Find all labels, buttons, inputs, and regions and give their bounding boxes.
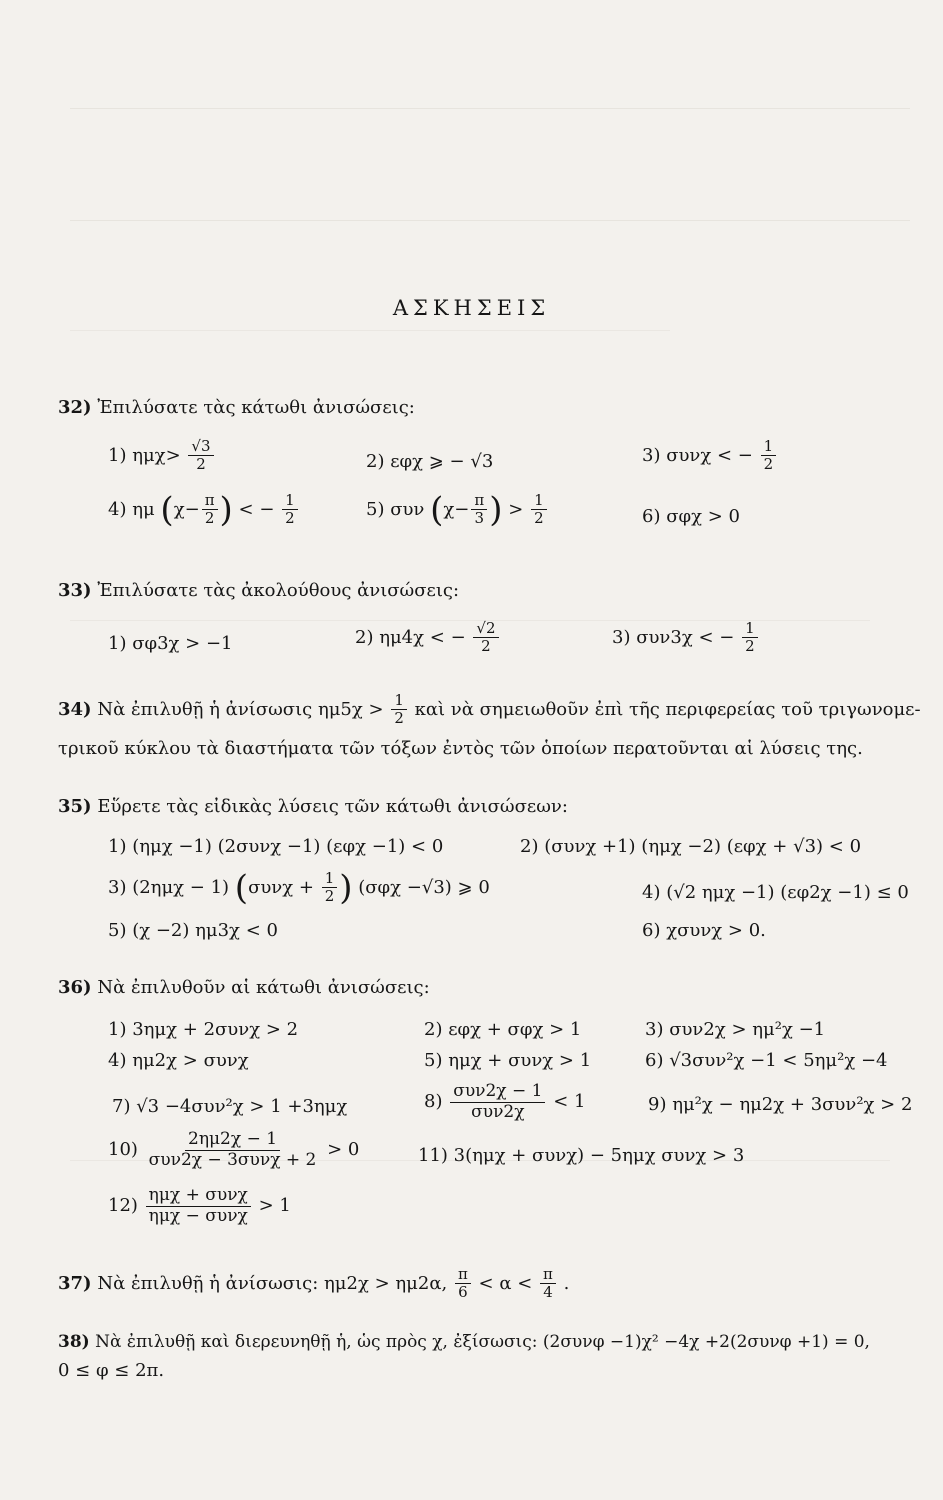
close-paren: ) (489, 489, 503, 530)
denominator: συν2χ − 3συνχ + 2 (148, 1149, 317, 1170)
ex36-item-12 (108, 1186, 291, 1226)
exercise-text: Ἐπιλύσατε τὰς ἀκολούθους ἀνισώσεις: (97, 580, 460, 601)
exercise-35-heading (58, 796, 568, 817)
fraction (146, 1186, 251, 1226)
ex35-item-6: 6) χσυνχ > 0. (642, 920, 766, 941)
exercise-text: Εὕρετε τὰς εἰδικὰς λύσεις τῶν κάτωθι ἀνισώσεων: (97, 796, 568, 817)
open-paren: ( (160, 489, 174, 530)
numerator: 1 (322, 870, 338, 888)
fraction (450, 1082, 545, 1122)
item-text: < − (238, 498, 275, 520)
item-text: συνχ + (248, 876, 314, 898)
ex36-item-1: 1) 3ημχ + 2συνχ > 2 (108, 1019, 299, 1040)
exercise-number: 32) (58, 397, 92, 418)
ex36-item-8 (424, 1082, 585, 1122)
numerator: π (455, 1266, 471, 1284)
exercise-38-line-2: 0 ≤ φ ≤ 2π. (58, 1360, 165, 1381)
ex36-item-7: 7) √3 −4συν²χ > 1 +3ημχ (112, 1096, 348, 1117)
item-text: 1) ημχ> (108, 444, 181, 466)
exercise-number: 36) (58, 977, 92, 998)
item-text: 8) (424, 1091, 443, 1113)
exercise-text: Νὰ ἐπιλυθῇ ἡ ἀνίσωσις ημ5χ > (97, 698, 384, 720)
item-text: 5) συν (366, 498, 425, 520)
exercise-text: Νὰ ἐπιλυθῇ ἡ ἀνίσωσις: ημ2χ > ημ2α, (97, 1272, 448, 1294)
fraction (202, 492, 218, 528)
ex32-item-3 (642, 438, 778, 474)
close-paren: ) (219, 489, 233, 530)
exercise-number: 37) (58, 1272, 92, 1294)
exercise-34-line-2: τρικοῦ κύκλου τὰ διαστήματα τῶν τόξων ἐντὸς τῶν ὁποίων περατοῦνται αἱ λύσεις της. (58, 738, 863, 759)
item-text: > 0 (327, 1139, 360, 1161)
item-text: (σφχ −√3) ⩾ 0 (358, 876, 490, 898)
fraction (322, 870, 338, 906)
numerator: 2ημ2χ − 1 (185, 1130, 280, 1151)
item-text: 10) (108, 1139, 138, 1161)
exercise-38-line-1 (58, 1332, 870, 1352)
fraction (473, 620, 498, 656)
bleed-through-text (70, 60, 920, 1460)
exercise-number: 35) (58, 796, 92, 817)
exercise-text: Νὰ ἐπιλυθῇ καὶ διερευνηθῇ ἡ, ὡς πρὸς χ, ἐξίσωσις: (2συνφ −1)χ² −4χ +2(2συνφ +1) = 0, (95, 1332, 870, 1352)
denominator: 3 (474, 509, 485, 528)
ex36-item-6: 6) √3συν²χ −1 < 5ημ²χ −4 (645, 1050, 888, 1071)
fraction (282, 492, 298, 528)
ex36-item-10 (108, 1130, 359, 1170)
fraction (742, 620, 758, 656)
exercise-34-line-1 (58, 692, 921, 728)
exercise-text: Ἐπιλύσατε τὰς κάτωθι ἀνισώσεις: (97, 397, 415, 418)
item-text: 3) συν3χ < − (612, 626, 735, 648)
exercise-text: < α < (478, 1272, 533, 1294)
denominator: 2 (204, 509, 215, 528)
denominator: 2 (534, 509, 544, 528)
exercise-33-heading (58, 580, 459, 601)
ex35-item-4: 4) (√2 ημχ −1) (εφ2χ −1) ≤ 0 (642, 882, 909, 903)
exercise-number: 38) (58, 1332, 90, 1352)
denominator: ημχ − συνχ (148, 1205, 248, 1226)
exercise-32-heading (58, 397, 415, 418)
exercise-number: 34) (58, 698, 92, 720)
item-text: 3) συνχ < − (642, 444, 753, 466)
ex32-item-1 (108, 438, 216, 474)
ex36-item-11: 11) 3(ημχ + συνχ) − 5ημχ συνχ > 3 (418, 1145, 745, 1166)
denominator: 2 (324, 887, 335, 906)
fraction (531, 492, 547, 528)
ex32-item-6: 6) σφχ > 0 (642, 506, 740, 527)
ex35-item-1: 1) (ημχ −1) (2συνχ −1) (εφχ −1) < 0 (108, 836, 444, 857)
ex36-item-4: 4) ημ2χ > συνχ (108, 1050, 249, 1071)
exercise-37 (58, 1266, 569, 1302)
denominator: 2 (745, 637, 755, 656)
exercise-number: 33) (58, 580, 92, 601)
ex35-item-2: 2) (συνχ +1) (ημχ −2) (εφχ + √3) < 0 (520, 836, 862, 857)
page-title: ΑΣΚΗΣΕΙΣ (392, 296, 551, 320)
item-text: 12) (108, 1195, 138, 1217)
item-text: > (508, 498, 524, 520)
numerator: συν2χ − 1 (450, 1082, 545, 1103)
item-text: > 1 (258, 1195, 291, 1217)
close-paren: ) (339, 867, 353, 908)
open-paren: ( (430, 489, 444, 530)
numerator: 1 (761, 438, 777, 456)
ex35-item-5: 5) (χ −2) ημ3χ < 0 (108, 920, 278, 941)
denominator: συν2χ (471, 1101, 525, 1122)
ex36-item-5: 5) ημχ + συνχ > 1 (424, 1050, 592, 1071)
ex33-item-1: 1) σφ3χ > −1 (108, 633, 233, 654)
ex36-item-3: 3) συν2χ > ημ²χ −1 (645, 1019, 826, 1040)
numerator: √3 (188, 438, 213, 456)
exercise-text: . (563, 1272, 570, 1294)
exercise-text: Νὰ ἐπιλυθοῦν αἱ κάτωθι ἀνισώσεις: (97, 977, 430, 998)
fraction (540, 1266, 556, 1302)
denominator: 2 (481, 637, 491, 656)
item-text: χ− (443, 498, 470, 520)
item-text: 2) ημ4χ < − (355, 626, 466, 648)
item-text: χ− (173, 498, 200, 520)
ex32-item-2: 2) εφχ ⩾ − √3 (366, 451, 494, 472)
numerator: π (471, 492, 487, 510)
ex32-item-4 (108, 489, 300, 530)
numerator: 1 (531, 492, 547, 510)
ex33-item-2 (355, 620, 501, 656)
numerator: 1 (742, 620, 758, 638)
exercise-36-heading (58, 977, 430, 998)
ex33-item-3 (612, 620, 760, 656)
ex32-item-5 (366, 489, 549, 530)
numerator: π (202, 492, 218, 510)
item-text: 3) (2ημχ − 1) (108, 876, 230, 898)
fraction (146, 1130, 320, 1170)
exercise-text: καὶ νὰ σημειωθοῦν ἐπὶ τῆς περιφερείας τοῦ τριγωνομε- (414, 698, 921, 720)
denominator: 6 (458, 1283, 468, 1302)
item-text: < 1 (553, 1091, 586, 1113)
numerator: 1 (391, 692, 407, 710)
denominator: 2 (394, 709, 404, 728)
numerator: π (540, 1266, 556, 1284)
numerator: 1 (282, 492, 298, 510)
numerator: ημχ + συνχ (146, 1186, 251, 1207)
ex35-item-3 (108, 867, 490, 908)
fraction (188, 438, 213, 474)
denominator: 2 (196, 455, 206, 474)
denominator: 2 (285, 509, 295, 528)
ex36-item-9: 9) ημ²χ − ημ2χ + 3συν²χ > 2 (648, 1094, 913, 1115)
ex36-item-2: 2) εφχ + σφχ > 1 (424, 1019, 582, 1040)
fraction (455, 1266, 471, 1302)
fraction (391, 692, 407, 728)
fraction (761, 438, 777, 474)
item-text: 4) ημ (108, 498, 155, 520)
fraction (471, 492, 487, 528)
numerator: √2 (473, 620, 498, 638)
denominator: 2 (763, 455, 774, 474)
denominator: 4 (543, 1283, 553, 1302)
open-paren: ( (234, 867, 249, 908)
